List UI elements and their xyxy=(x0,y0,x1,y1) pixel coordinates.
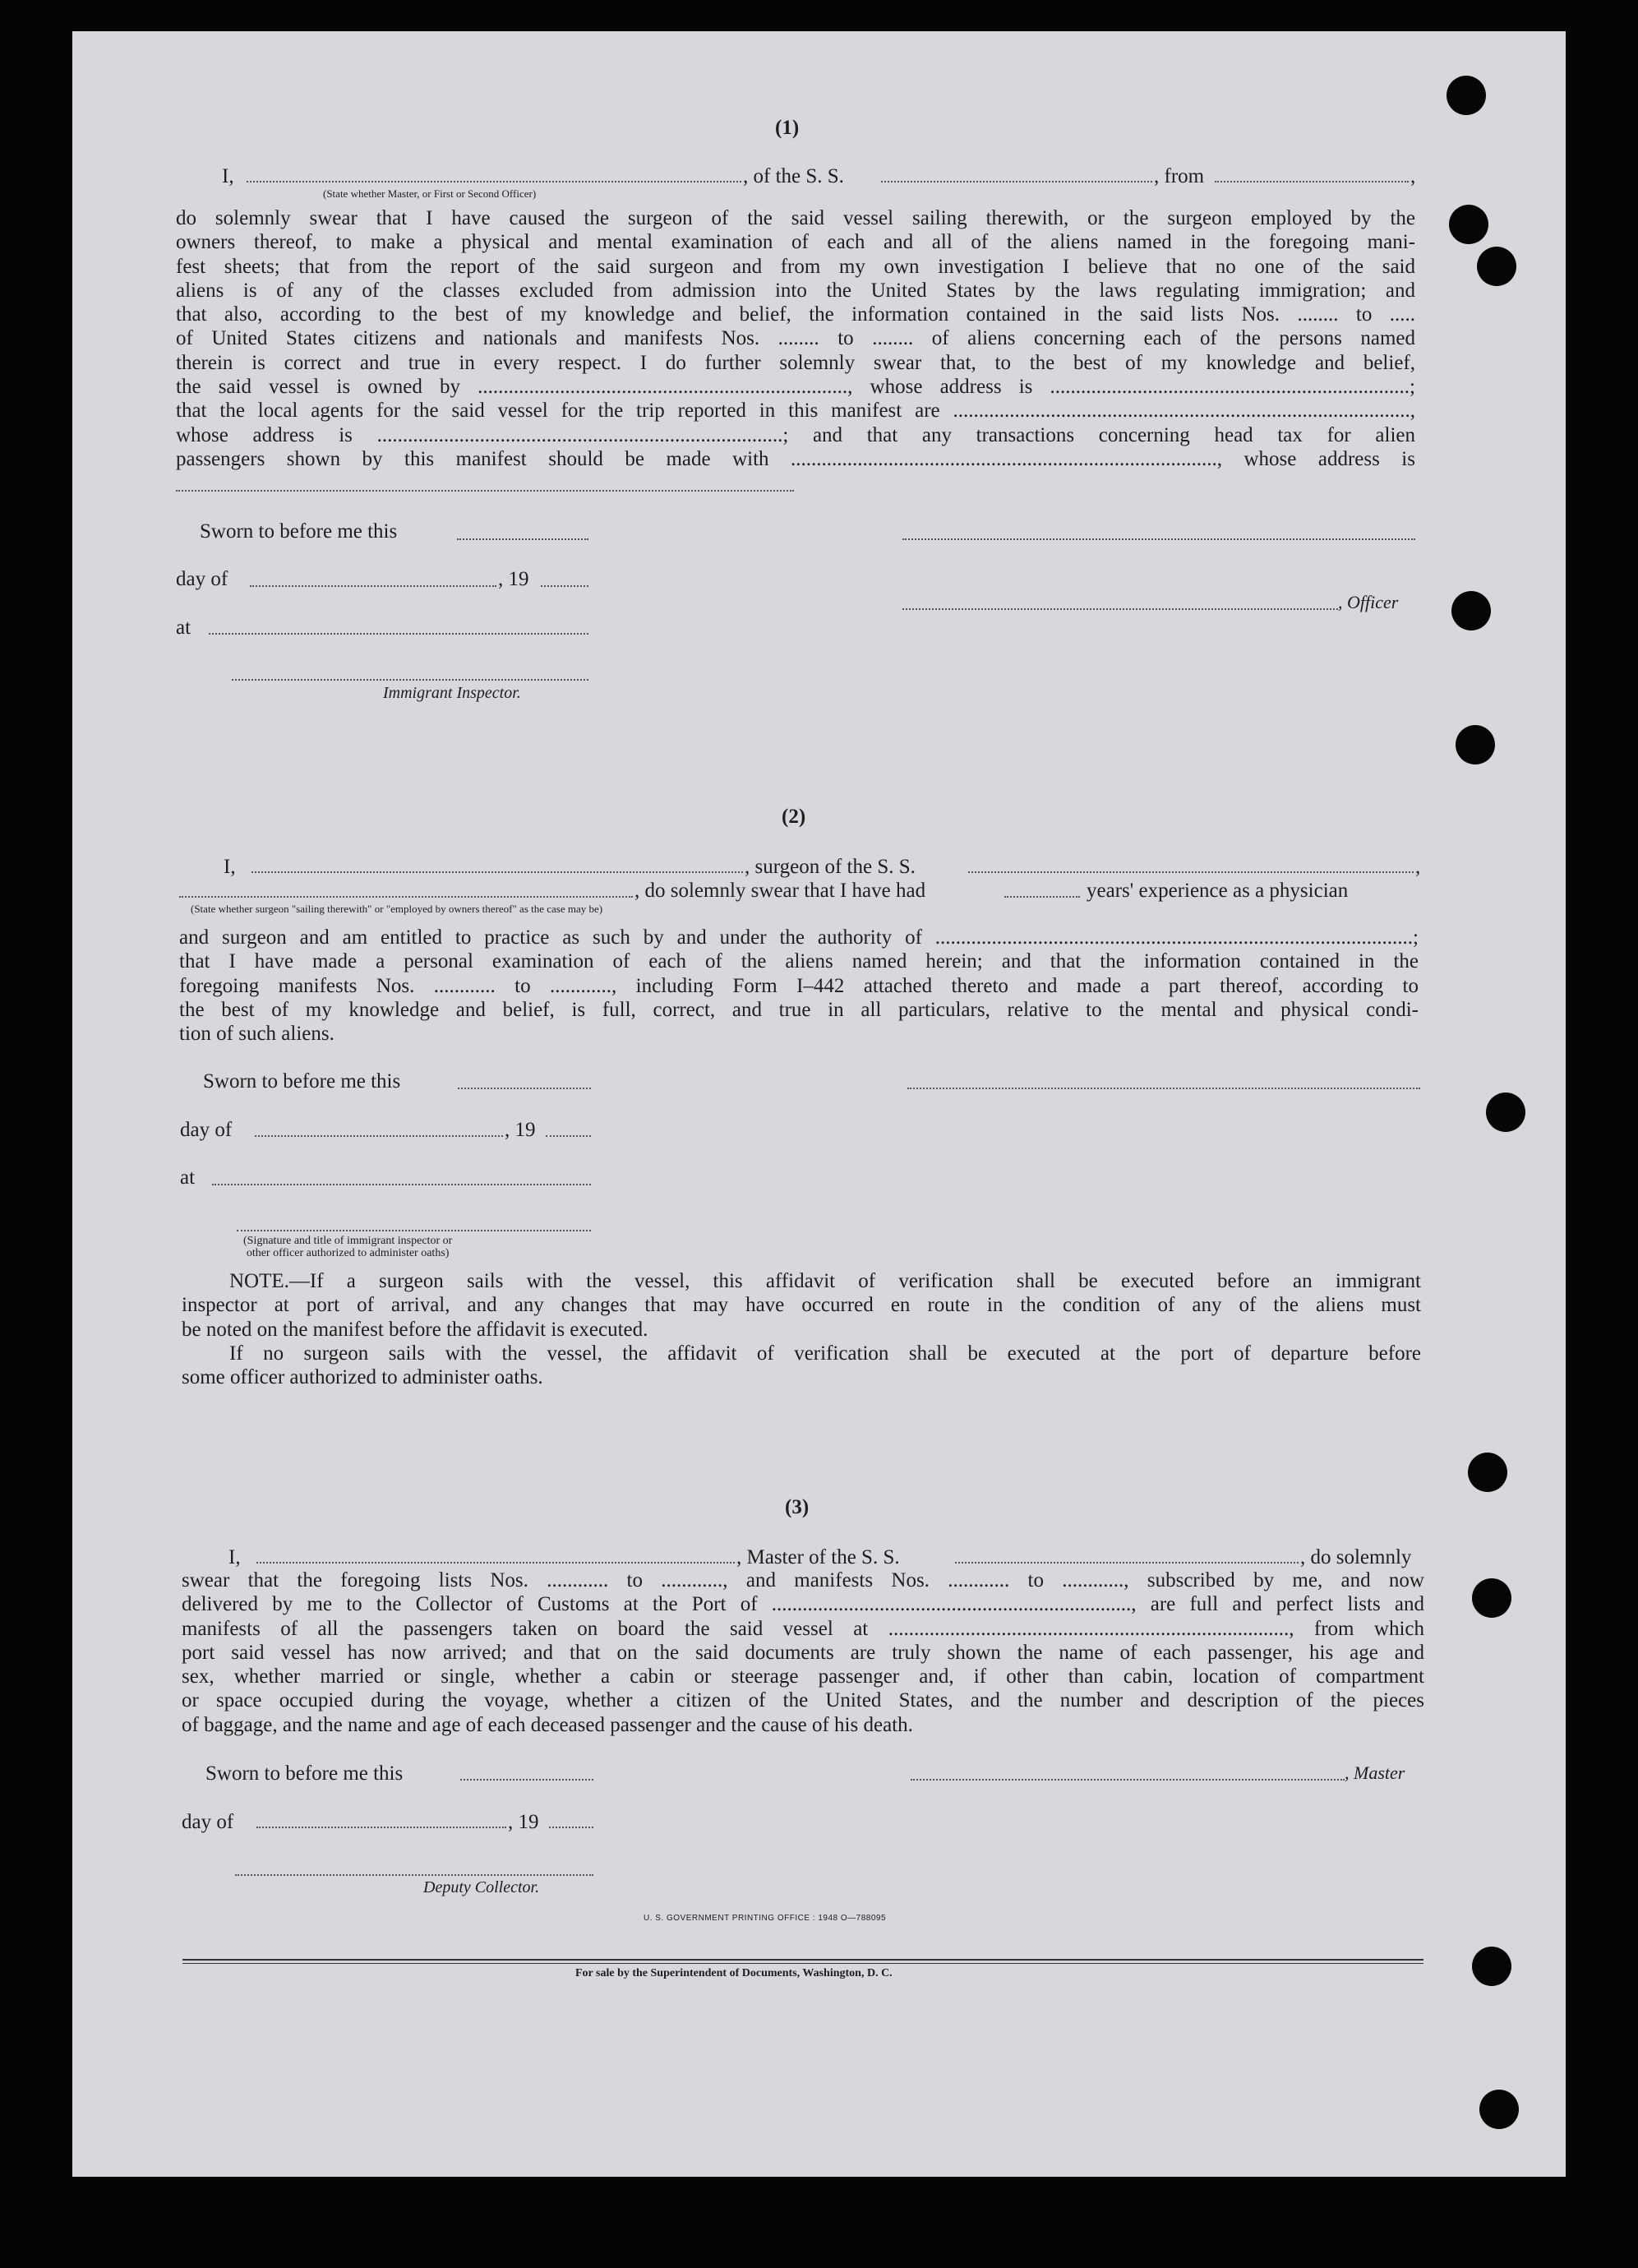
day-of-label: day of xyxy=(182,1811,234,1833)
day-of-label: day of xyxy=(176,568,228,590)
oath-line: tion of such aliens. xyxy=(179,1023,335,1046)
surgeon-name-blank[interactable] xyxy=(251,871,743,873)
inspector-label: Immigrant Inspector. xyxy=(383,684,521,702)
punch-hole-icon xyxy=(1449,205,1488,244)
month-blank[interactable] xyxy=(256,1827,506,1828)
oath-line: the best of my knowledge and belief, is full, correct, and true in all particulars, relative to the mental and physical condi- xyxy=(179,998,1419,1021)
surgeon-type-note: (State whether surgeon "sailing therewith" or "employed by owners thereof" as the case may be) xyxy=(191,903,603,915)
officer-name-blank[interactable] xyxy=(247,181,741,182)
note-line: If no surgeon sails with the vessel, the affidavit of verification shall be executed at the port of departure before xyxy=(229,1342,1421,1365)
place-blank[interactable] xyxy=(212,1184,591,1185)
line-end-comma: , xyxy=(1410,165,1416,187)
swear-label: , do solemnly swear that I have had xyxy=(634,880,926,902)
oath-line: manifests of all the passengers taken on board the said vessel at .............................................................................., from which xyxy=(182,1617,1424,1640)
year-blank[interactable] xyxy=(549,1827,593,1828)
oath-line: owners thereof, to make a physical and mental examination of each and all of the aliens named in the foregoing mani- xyxy=(176,231,1415,254)
note-line: inspector at port of arrival, and any changes that may have occurred en route in the condition of any of the aliens must xyxy=(182,1294,1421,1317)
oath-body xyxy=(179,926,1419,1046)
note-paragraph xyxy=(182,1342,1421,1390)
at-label: at xyxy=(180,1166,196,1189)
oath-line: therein is correct and true in every respect. I do further solemnly swear that, to the best of my knowledge and belief, xyxy=(176,351,1415,374)
footer-text: For sale by the Superintendent of Documents, Washington, D. C. xyxy=(575,1967,893,1979)
sworn-day-blank[interactable] xyxy=(460,1779,593,1781)
sworn-label: Sworn to before me this xyxy=(203,1070,401,1092)
collector-signature-blank[interactable] xyxy=(235,1874,593,1876)
oath-intro: I, xyxy=(222,165,234,187)
oath-line: whose address is ...............................................................................; and that any transactions concerning head tax for alien xyxy=(176,423,1415,446)
footer-rule xyxy=(182,1959,1423,1961)
note-line: some officer authorized to administer oaths. xyxy=(182,1366,543,1389)
from-label: , from xyxy=(1154,165,1205,187)
oath-line: fest sheets; that from the report of the said surgeon and from my own investigation I believe that no one of the said xyxy=(176,255,1415,278)
day-of-label: day of xyxy=(180,1119,233,1141)
deputy-collector-label: Deputy Collector. xyxy=(423,1878,540,1896)
vessel-name-blank[interactable] xyxy=(955,1562,1299,1564)
oath-line: of baggage, and the name and age of each deceased passenger and the cause of his death. xyxy=(182,1713,913,1736)
oath-line: aliens is of any of the classes excluded from admission into the United States by the laws regulating immigration; and xyxy=(176,279,1415,302)
inspector-signature-blank[interactable] xyxy=(232,679,588,681)
note-line: NOTE.—If a surgeon sails with the vessel, this affidavit of verification shall be executed before an immigrant xyxy=(229,1270,1421,1292)
footer-rule xyxy=(182,1963,1423,1964)
oath-line: of United States citizens and nationals and manifests Nos. ........ to ........ of aliens concerning each of the persons named xyxy=(176,327,1415,350)
sworn-label: Sworn to before me this xyxy=(200,520,398,543)
oath-line: and surgeon and am entitled to practice as such by and under the authority of .............................................................................................; xyxy=(179,926,1419,949)
section-number: (1) xyxy=(775,117,800,139)
punch-hole-icon xyxy=(1456,725,1495,764)
oath-body xyxy=(182,1568,1424,1737)
surgeon-type-blank[interactable] xyxy=(179,896,633,898)
years-label: years' experience as a physician xyxy=(1087,880,1349,902)
oath-line: do solemnly swear that I have caused the surgeon of the said vessel sailing therewith, or the surgeon employed by the xyxy=(176,207,1415,229)
master-label: , Master xyxy=(1345,1762,1405,1783)
master-name-blank[interactable] xyxy=(256,1562,735,1564)
master-vessel-label: , Master of the S. S. xyxy=(736,1546,900,1568)
oath-body xyxy=(176,206,1415,471)
oath-intro: I, xyxy=(224,856,236,878)
section-number: (2) xyxy=(782,806,806,828)
vessel-label: , of the S. S. xyxy=(743,165,844,187)
officer-label: , Officer xyxy=(1338,592,1399,612)
officer-signature-blank[interactable] xyxy=(902,608,1338,610)
years-blank[interactable] xyxy=(1004,896,1080,898)
master-signature-blank[interactable] xyxy=(911,1779,1345,1781)
solemnly-label: , do solemnly xyxy=(1300,1546,1412,1568)
oath-line: that the local agents for the said vessel for the trip reported in this manifest are ........................................................................................., xyxy=(176,400,1415,423)
month-blank[interactable] xyxy=(250,585,496,587)
sworn-label: Sworn to before me this xyxy=(205,1762,404,1785)
punch-hole-icon xyxy=(1451,591,1491,631)
printing-office-line: U. S. GOVERNMENT PRINTING OFFICE : 1948 O—788095 xyxy=(644,1914,887,1923)
oath-line: foregoing manifests Nos. ............ to ............, including Form I–442 attached thereto and made a part thereof, according to xyxy=(179,974,1419,997)
place-blank[interactable] xyxy=(209,633,588,635)
at-label: at xyxy=(176,617,191,639)
line-end-comma: , xyxy=(1415,856,1421,878)
oath-line: swear that the foregoing lists Nos. ............ to ............, and manifests Nos. ............ to ............, subscribed by me, and now xyxy=(182,1569,1424,1591)
oath-intro: I, xyxy=(228,1546,241,1568)
year-label: , 19 xyxy=(508,1811,539,1833)
oath-line: passengers shown by this manifest should be made with ..................................................................................., whose address is xyxy=(176,447,1415,470)
from-port-blank[interactable] xyxy=(1215,181,1409,182)
punch-hole-icon xyxy=(1472,1578,1511,1618)
oath-line: or space occupied during the voyage, whether a citizen of the United States, and the number and description of the pieces xyxy=(182,1689,1424,1712)
punch-hole-icon xyxy=(1447,76,1486,115)
oath-line: that I have made a personal examination of each of the aliens named herein; and that the information contained in the xyxy=(179,950,1419,973)
oath-line: sex, whether married or single, whether a cabin or steerage passenger and, if other than cabin, location of compartment xyxy=(182,1665,1424,1688)
note-paragraph xyxy=(182,1269,1421,1342)
oath-line: delivered by me to the Collector of Customs at the Port of ......................................................................, are full and perfect lists and xyxy=(182,1593,1424,1616)
punch-hole-icon xyxy=(1477,247,1516,286)
punch-hole-icon xyxy=(1468,1453,1507,1492)
punch-hole-icon xyxy=(1479,2090,1519,2129)
vessel-name-blank[interactable] xyxy=(881,181,1152,182)
surgeon-signature-blank[interactable] xyxy=(907,1088,1420,1089)
master-signature-blank[interactable] xyxy=(902,538,1415,540)
sworn-day-blank[interactable] xyxy=(458,1088,591,1089)
oath-line: that also, according to the best of my knowledge and belief, the information contained in the said lists Nos. ........ to ..... xyxy=(176,303,1415,326)
oath-line: port said vessel has now arrived; and that on the said documents are truly shown the name of each passenger, his age and xyxy=(182,1641,1424,1664)
oath-line: the said vessel is owned by ........................................................................, whose address is ......................................................................; xyxy=(176,376,1415,399)
inspector-signature-blank[interactable] xyxy=(237,1230,591,1231)
surgeon-vessel-label: , surgeon of the S. S. xyxy=(745,856,916,878)
note-line: be noted on the manifest before the affidavit is executed. xyxy=(182,1318,648,1341)
vessel-name-blank[interactable] xyxy=(968,871,1414,873)
officer-rank-note: (State whether Master, or First or Second Officer) xyxy=(323,187,537,200)
year-label: , 19 xyxy=(505,1119,536,1141)
year-label: , 19 xyxy=(498,568,529,590)
punch-hole-icon xyxy=(1486,1092,1525,1132)
year-blank[interactable] xyxy=(546,1135,591,1137)
month-blank[interactable] xyxy=(255,1135,503,1137)
address-blank[interactable] xyxy=(176,490,794,492)
year-blank[interactable] xyxy=(541,585,588,587)
sworn-day-blank[interactable] xyxy=(457,538,588,540)
section-number: (3) xyxy=(785,1496,810,1518)
punch-hole-icon xyxy=(1472,1947,1511,1986)
signature-note: (Signature and title of immigrant inspector or other officer authorized to administer oaths) xyxy=(243,1235,453,1259)
